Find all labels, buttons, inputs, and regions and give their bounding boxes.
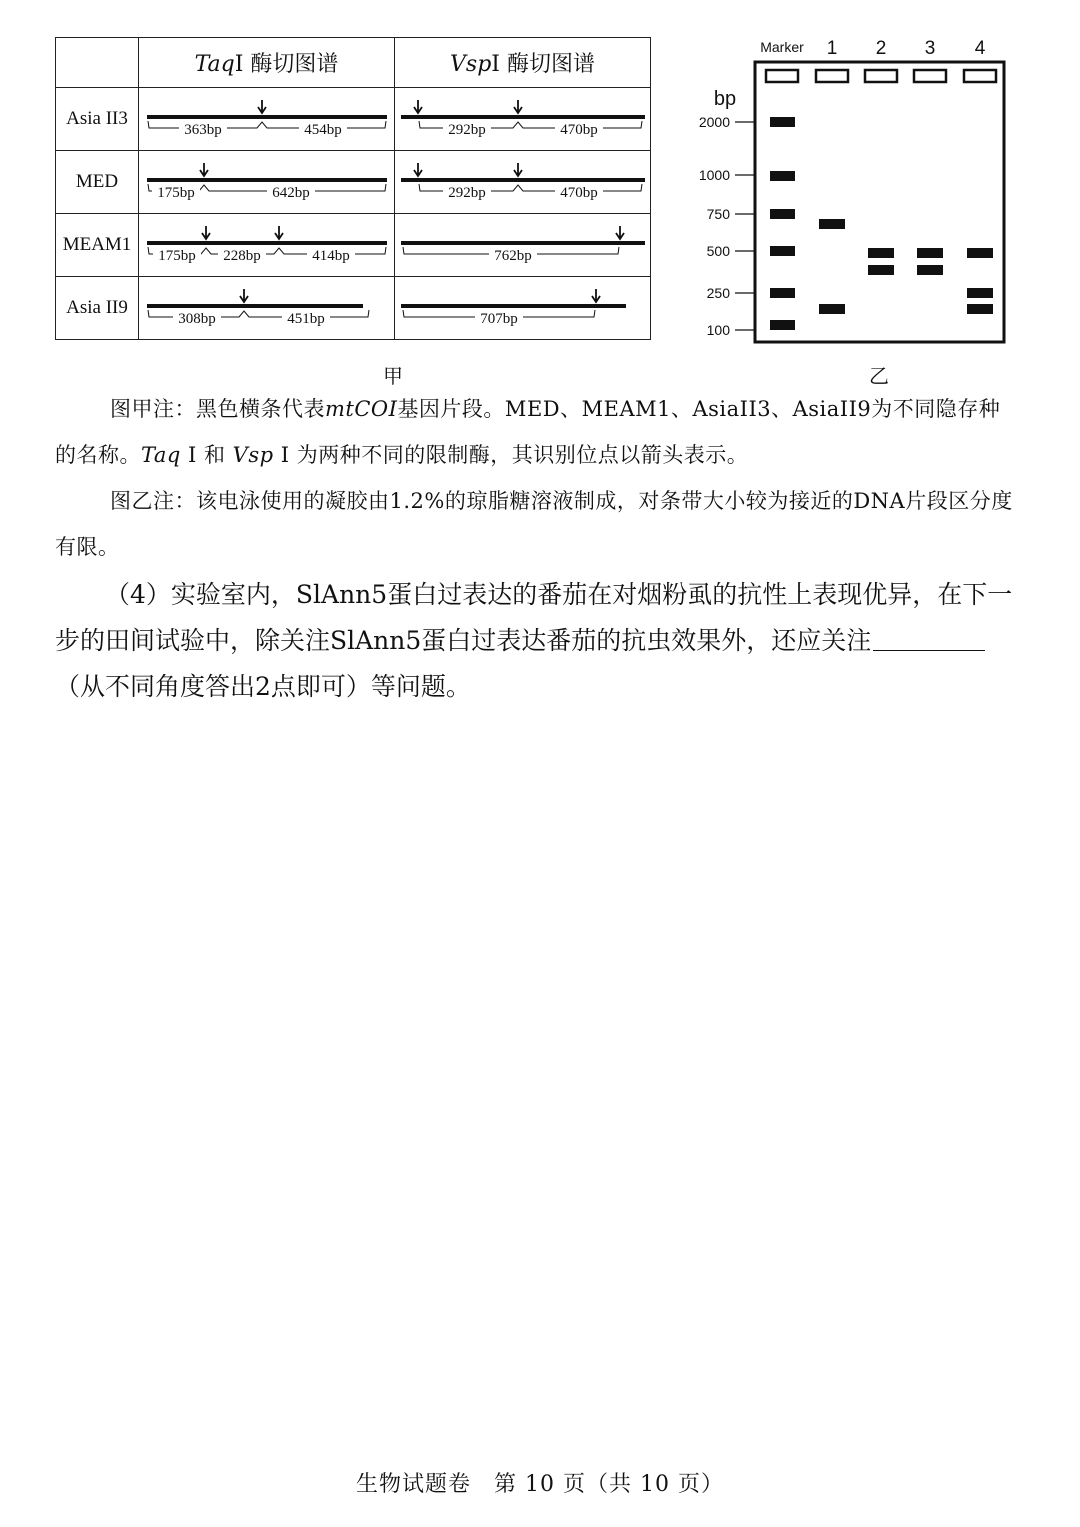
lane-label-3: 3 (924, 38, 936, 59)
taq-map-cell (139, 277, 395, 340)
gene-bar (401, 304, 626, 308)
band-lane3 (917, 265, 943, 275)
fragment-label: 175bp (157, 185, 195, 201)
fragment-label: 363bp (184, 122, 222, 138)
fragment-label: 414bp (312, 248, 350, 264)
figure-caption-jia: 甲 (383, 364, 403, 388)
cut-site-arrow-icon (202, 226, 210, 239)
band-lane4 (967, 248, 993, 258)
species-name: MEAM1 (56, 214, 139, 277)
vsp-enzyme-name: Vsp (450, 52, 492, 77)
taq-enzyme-name: Taq (194, 52, 235, 77)
band-marker (770, 209, 795, 219)
well (865, 70, 897, 82)
figure-jia-note: 图甲注：黑色横条代表mtCOI基因片段。MED、MEAM1、AsiaII3、AsiaII9为不同隐存种的名称。Taq Ⅰ 和 Vsp Ⅰ 为两种不同的限制酶，其识别位点以箭头表示。 (55, 397, 1001, 467)
ladder-label: 2000 (698, 114, 730, 130)
fragment-label: 292bp (448, 122, 486, 138)
vsp-header-text: I 酶切图谱 (491, 52, 595, 77)
taq-header-text: I 酶切图谱 (234, 52, 339, 77)
table-corner-cell (56, 38, 139, 88)
fragment-label: 451bp (287, 311, 325, 327)
band-lane3 (917, 248, 943, 258)
well (914, 70, 946, 82)
ladder-scale (699, 114, 754, 338)
enzyme-name: Taq (141, 443, 181, 467)
ladder-label: 500 (706, 243, 730, 259)
species-name: MED (56, 151, 139, 214)
taq-map-cell (139, 88, 395, 151)
fragment-label: 470bp (560, 122, 598, 138)
taq-map-asia2-3 (139, 88, 394, 150)
vsp-map-cell (395, 277, 651, 340)
fragment-label: 454bp (304, 122, 342, 138)
enzyme-name: Vsp (232, 443, 274, 467)
fragment-label: 308bp (178, 311, 216, 327)
cut-site-arrow-icon (414, 100, 422, 113)
cut-site-arrow-icon (275, 226, 283, 239)
cut-site-arrow-icon (514, 163, 522, 176)
vsp-map-meam1 (395, 214, 650, 276)
table-row (56, 88, 651, 151)
fragment-label: 228bp (223, 248, 261, 264)
taq-map-cell (139, 214, 395, 277)
band-marker (770, 171, 795, 181)
answer-blank[interactable] (873, 626, 985, 651)
vsp-map-asia2-9 (395, 277, 650, 339)
page-footer: 生物试题卷 第 10 页（共 10 页） (356, 1472, 724, 1497)
band-marker (770, 288, 795, 298)
ladder-label: 750 (706, 206, 730, 222)
figure-yi-note: 图乙注：该电泳使用的凝胶由1.2%的琼脂糖溶液制成，对条带大小较为接近的DNA片段区分度有限。 (55, 489, 1013, 559)
gel-bands (770, 117, 993, 330)
band-lane1 (819, 304, 845, 314)
species-name: Asia II9 (56, 277, 139, 340)
vsp-map-cell (395, 151, 651, 214)
band-marker (770, 246, 795, 256)
gene-bar (401, 115, 645, 119)
gel-svg (690, 30, 1020, 350)
taq-map-meam1 (139, 214, 394, 276)
cut-site-arrow-icon (240, 289, 248, 302)
vsp-column-header (395, 38, 651, 88)
gene-bar (401, 241, 645, 245)
cut-site-arrow-icon (616, 226, 624, 239)
band-marker (770, 320, 795, 330)
figure-caption-yi: 乙 (869, 364, 889, 388)
question-4: （4）实验室内，SlAnn5蛋白过表达的番茄在对烟粉虱的抗性上表现优异，在下一步的田间试验中，除关注SlAnn5蛋白过表达番茄的抗虫效果外，还应关注（从不同角度答出2点即可）等问题。 (55, 580, 1013, 701)
band-lane4 (967, 288, 993, 298)
ladder-label: 250 (706, 285, 730, 301)
gene-bar (147, 304, 363, 308)
well (816, 70, 848, 82)
cut-site-arrow-icon (514, 100, 522, 113)
ladder-label: 100 (706, 322, 730, 338)
lane-label-4: 4 (974, 38, 986, 59)
band-lane2 (868, 265, 894, 275)
lane-label-marker: Marker (760, 39, 804, 55)
fragment-label: 642bp (272, 185, 310, 201)
lane-label-2: 2 (875, 38, 887, 59)
cut-site-arrow-icon (414, 163, 422, 176)
well (766, 70, 798, 82)
unit-label: bp (713, 88, 737, 110)
gene-bar (147, 115, 387, 119)
taq-map-cell (139, 151, 395, 214)
band-lane2 (868, 248, 894, 258)
gene-bar (147, 178, 387, 182)
gel-frame (755, 62, 1004, 342)
gene-bar (147, 241, 387, 245)
well (964, 70, 996, 82)
taq-map-med (139, 151, 394, 213)
table-row (56, 151, 651, 214)
vsp-map-med (395, 151, 650, 213)
table-row (56, 277, 651, 340)
taq-column-header (139, 38, 395, 88)
species-name: Asia II3 (56, 88, 139, 151)
fragment-label: 707bp (480, 311, 518, 327)
band-marker (770, 117, 795, 127)
cut-site-arrow-icon (592, 289, 600, 302)
ladder-label: 1000 (698, 167, 730, 183)
fragment-label: 470bp (560, 185, 598, 201)
electrophoresis-gel-figure (690, 30, 1020, 350)
gene-name: mtCOI (325, 397, 398, 421)
fragment-label: 292bp (448, 185, 486, 201)
lane-label-1: 1 (826, 38, 838, 59)
gene-bar (401, 178, 645, 182)
band-lane1 (819, 219, 845, 229)
cut-site-arrow-icon (200, 163, 208, 176)
vsp-map-asia2-3 (395, 88, 650, 150)
restriction-map-table (55, 37, 651, 340)
fragment-label: 762bp (494, 248, 532, 264)
vsp-map-cell (395, 88, 651, 151)
taq-map-asia2-9 (139, 277, 394, 339)
band-lane4 (967, 304, 993, 314)
cut-site-arrow-icon (258, 100, 266, 113)
fragment-label: 175bp (158, 248, 196, 264)
table-row (56, 214, 651, 277)
vsp-map-cell (395, 214, 651, 277)
